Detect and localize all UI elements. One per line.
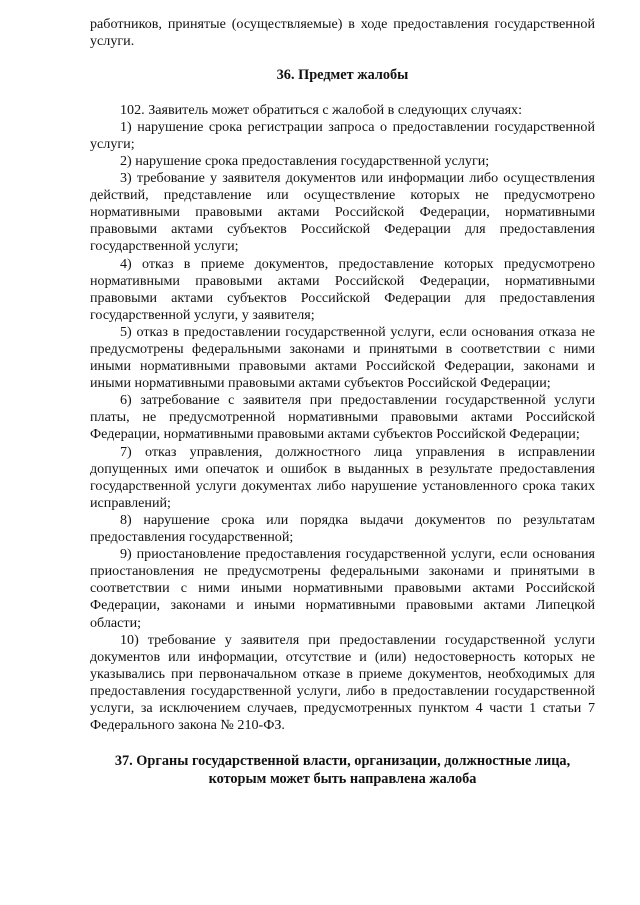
paragraph-102: 102. Заявитель может обратиться с жалобой в следующих случаях: bbox=[120, 101, 523, 118]
list-item-10: 10) требование у заявителя при предоставлении государственной услуги документов или информации, отсутствие и (или) недостоверность которых не указывались при первоначальном отказе в приеме документов, необходимых для предоставления государственной услуги, либо в предоставлении государственной услуги, за исключением случаев, предусмотренных пунктом 4 части 1 статьи 7 Федерального закона № 210-ФЗ. bbox=[90, 631, 595, 734]
list-item-4: 4) отказ в приеме документов, предоставление которых предусмотрено нормативными правовыми актами Российской Федерации, нормативными правовыми актами субъектов Российской Федерации для предоставления государственной услуги, у заявителя; bbox=[90, 255, 595, 323]
section-36-heading: 36. Предмет жалобы bbox=[276, 67, 409, 84]
intro-continuation-paragraph: работников, принятые (осуществляемые) в ходе предоставления государственной услуги. bbox=[90, 16, 595, 50]
list-item-7: 7) отказ управления, должностного лица управления в исправлении допущенных ими опечаток и ошибок в выданных в результате предоставления государственной услуги документах либо нарушение установленного срока таких исправлений; bbox=[90, 443, 595, 511]
document-page bbox=[90, 16, 595, 788]
list-item-1: 1) нарушение срока регистрации запроса о предоставлении государственной услуги; bbox=[90, 118, 595, 152]
list-item-5: 5) отказ в предоставлении государственной услуги, если основания отказа не предусмотрены федеральными законами и принятыми в соответствии с ними иными нормативными правовыми актами Российской Федерации, законами и иными нормативными правовыми актами субъектов Российской Федерации; bbox=[90, 323, 595, 392]
section-37-heading: 37. Органы государственной власти, организации, должностные лица, которым может быть направлена жалоба bbox=[114, 753, 571, 787]
list-item-2: 2) нарушение срока предоставления государственной услуги; bbox=[120, 152, 490, 169]
list-item-8: 8) нарушение срока или порядка выдачи документов по результатам предоставления государственной; bbox=[90, 511, 595, 546]
list-item-6: 6) затребование с заявителя при предоставлении государственной услуги платы, не предусмотренной нормативными правовыми актами Российской Федерации, нормативными правовыми актами субъектов Российской Федерации; bbox=[90, 392, 595, 443]
section-36-body bbox=[90, 102, 595, 734]
list-item-3: 3) требование у заявителя документов или информации либо осуществления действий, представление или осуществление которых не предусмотрено нормативными правовыми актами Российской Федерации, нормативными правовыми актами субъектов Российской Федерации для предоставления государственной услуги; bbox=[90, 170, 595, 255]
list-item-9: 9) приостановление предоставления государственной услуги, если основания приостановления не предусмотрены федеральными законами и принятыми в соответствии с ними иными нормативными правовыми актами Российской Федерации, законами и иными нормативными правовыми актами Липецкой области; bbox=[90, 546, 595, 631]
